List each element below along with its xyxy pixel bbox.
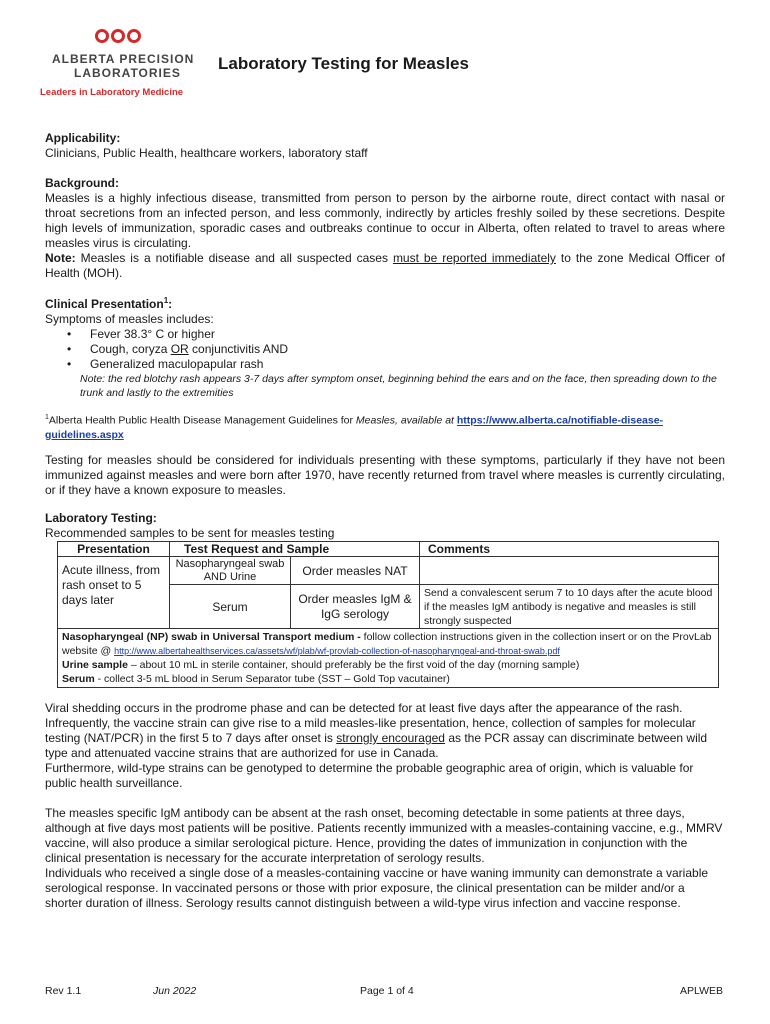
footer-code: APLWEB: [680, 985, 723, 997]
page-title: Laboratory Testing for Measles: [218, 54, 469, 73]
footer-page: Page 1 of 4: [360, 985, 414, 997]
footer-rev: Rev 1.1: [45, 985, 82, 997]
table-cell: Serum: [170, 585, 291, 629]
rash-note: Note: the red blotchy rash appears 3-7 days after symptom onset, beginning behind the ears and on the face, then spreading down to the trunk and lastly to the extremities: [80, 373, 717, 399]
symptom-list: [45, 327, 735, 372]
np-note: Nasopharyngeal (NP) swab in Universal Transport medium - follow collection instructions given in the collection insert or on the ProvLab website @ http://www.albertahealthservices.ca/assets/wf/plab/wf-provlab-collection-of-nasopharyngeal-and-throat-swab.pdf: [62, 631, 712, 657]
col-comments: Comments: [420, 542, 719, 557]
logo-line1: ALBERTA PRECISION: [52, 52, 195, 66]
clinical-section: [45, 293, 735, 400]
lab-testing-subheading: Recommended samples to be sent for measles testing: [45, 526, 335, 540]
col-test: Test Request and Sample: [170, 542, 420, 557]
lab-table: [57, 541, 719, 688]
testing-paragraph: Testing for measles should be considered for individuals presenting with these symptoms, particularly if they have not been immunized against measles and were born after 1970, have recently returned from travel where measles is currently circulating, or if they have a known exposure to measles.: [45, 453, 725, 497]
logo-tagline: Leaders in Laboratory Medicine: [40, 87, 184, 98]
logo: [40, 28, 202, 100]
applicability-heading: Applicability:: [45, 131, 121, 145]
viral-section: [45, 701, 725, 791]
lab-testing-heading: Laboratory Testing:: [45, 511, 157, 525]
applicability-section: [45, 131, 725, 161]
table-cell: Send a convalescent serum 7 to 10 days after the acute blood if the measles IgM antibody is negative and measles is still strongly suspected: [420, 585, 719, 629]
collection-notes: [58, 629, 719, 688]
urine-note: Urine sample – about 10 mL in sterile container, should preferably be the first void of the day (morning sample): [62, 659, 580, 671]
table-cell: Order measles NAT: [291, 557, 420, 585]
list-item: • Generalized maculopapular rash: [67, 357, 264, 371]
list-item: • Fever 38.3° C or higher: [67, 327, 215, 341]
background-section: [45, 176, 725, 281]
igm-paragraph-1: The measles specific IgM antibody can be absent at the rash onset, becoming detectable in some patients at three days, although at five days most patients will be positive. Patients recently immunized with a measles-containing vaccine, e.g., MMRV vaccine, will also produce a similar serological picture. Hence, providing the dates of immunization in conjunction with the clinical presentation is necessary for the accurate interpretation of serology results.: [45, 806, 723, 865]
footnote: $^1$Alberta Health Public Health Disease Management Guidelines for Measles, available at https://www.alberta.ca/notifiable-disease-guidelines.aspx: [45, 414, 664, 441]
serum-note: Serum - collect 3-5 mL blood in Serum Separator tube (SST – Gold Top vacutainer): [62, 673, 450, 685]
clinical-heading: Clinical Presentation$^1$:: [45, 296, 173, 311]
igm-section: [45, 806, 725, 911]
lab-testing-section: [45, 511, 725, 540]
col-presentation: Presentation: [58, 542, 170, 557]
table-cell: [420, 557, 719, 585]
viral-paragraph-2: Furthermore, wild-type strains can be genotyped to determine the probable geographic area of origin, which is valuable for public health surveillance.: [45, 761, 694, 790]
logo-line2: LABORATORIES: [74, 66, 181, 80]
background-heading: Background:: [45, 176, 120, 190]
table-cell: Order measles IgM & IgG serology: [291, 585, 420, 629]
clinical-intro: Symptoms of measles includes:: [45, 312, 214, 326]
logo-rings-icon: [95, 28, 145, 44]
footer-date: Jun 2022: [153, 985, 197, 997]
background-paragraph: Measles is a highly infectious disease, transmitted from person to person by the airborne route, direct contact with nasal or throat secretions from an infected person, and less commonly, indirectly by articles freshly soiled by these secretions. Despite high levels of immunization, sporadic cases and outbreaks continue to occur in Alberta, often related to travel to areas where measles virus is circulating.: [45, 191, 725, 250]
presentation-cell: Acute illness, from rash onset to 5 days later: [58, 557, 170, 629]
background-note: Note: Measles is a notifiable disease and all suspected cases must be reported immediately to the zone Medical Officer of Health (MOH).: [45, 251, 725, 280]
provlab-link[interactable]: http://www.albertahealthservices.ca/assets/wf/plab/wf-provlab-collection-of-nasopharyngeal-and-throat-swab.pdf: [114, 646, 560, 656]
table-cell: Nasopharyngeal swab AND Urine: [170, 557, 291, 585]
footnote-link[interactable]: https://www.alberta.ca/notifiable-disease-guidelines.aspx: [45, 414, 664, 441]
viral-paragraph-1: Viral shedding occurs in the prodrome phase and can be detected for at least five days after the appearance of the rash. Infrequently, the vaccine strain can give rise to a mild measles-like presentation, hence, collection of samples for molecular testing (NAT/PCR) in the first 5 to 7 days after onset is strongly encouraged as the PCR assay can discriminate between wild type and attenuated vaccine strains that are authorized for use in Canada.: [45, 701, 708, 760]
igm-paragraph-2: Individuals who received a single dose of a measles-containing vaccine or have waning immunity can demonstrate a variable serological response. In vaccinated persons or those with prior exposure, the clinical presentation can be milder and/or a shorter duration of illness. Serology results cannot distinguish between a wild-type virus infection and vaccine response.: [45, 866, 709, 910]
list-item: • Cough, coryza OR conjunctivitis AND: [67, 342, 289, 356]
applicability-text: Clinicians, Public Health, healthcare workers, laboratory staff: [45, 146, 368, 160]
